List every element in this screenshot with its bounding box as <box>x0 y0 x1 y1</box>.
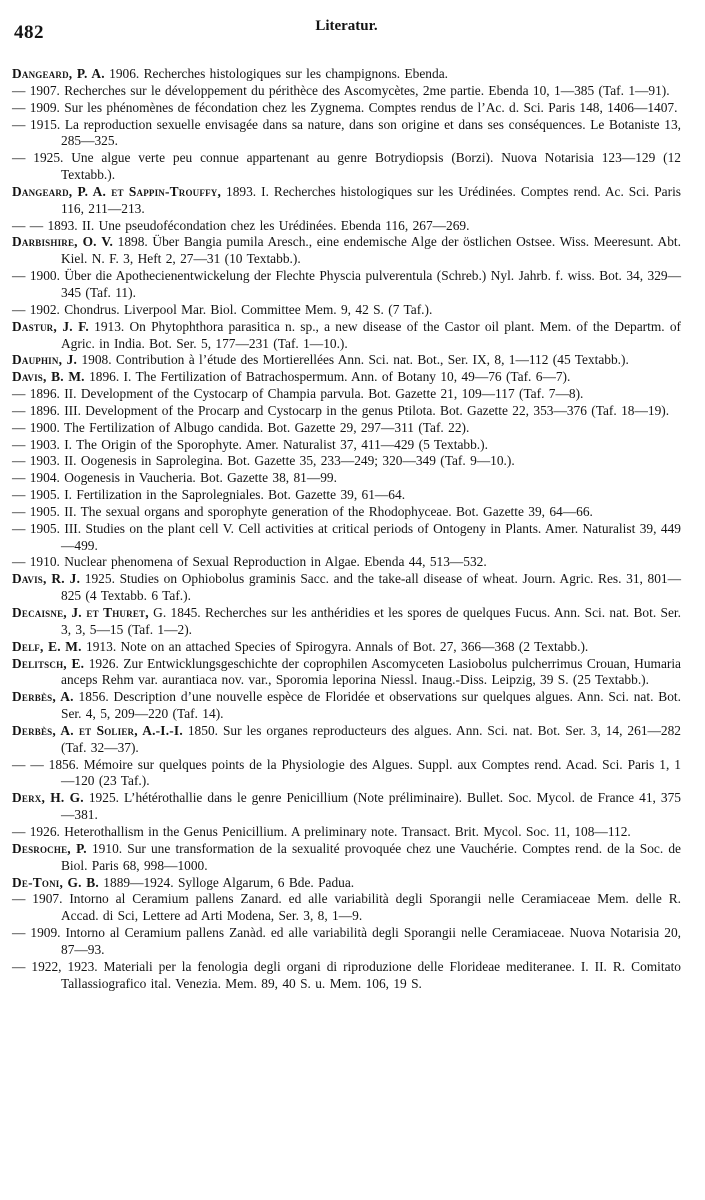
entry-text: — 1907. Intorno al Ceramium pallens Zanard. ed alle variabilità degli Sporangii nelle Ceramiaceae Mem. delle R. Accad. di Sci, Lettere ad Arti Modena, Ser. 3, 8, 1—9. <box>12 891 681 924</box>
bibliography-entry <box>12 386 681 403</box>
entry-author: Desroche, P. <box>12 840 87 856</box>
bibliography-entry <box>12 554 681 571</box>
bibliography-entry <box>12 352 681 369</box>
running-title: Literatur. <box>315 18 378 34</box>
bibliography-entry <box>12 420 681 437</box>
bibliography-entry <box>12 891 681 925</box>
entry-text: 1898. Über Bangia pumila Aresch., eine endemische Alge der östlichen Ostsee. Wiss. Meeresunt. Abt. Kiel. N. F. 3, Heft 2, 27—31 (10 Textabb.). <box>61 234 681 267</box>
bibliography-entry <box>12 302 681 319</box>
bibliography-entry <box>12 66 681 83</box>
bibliography-entry <box>12 723 681 757</box>
entry-text: — 1903. I. The Origin of the Sporophyte. Amer. Naturalist 37, 411—429 (5 Textabb.). <box>12 436 488 452</box>
entry-text: G. 1845. Recherches sur les anthéridies et les spores de quelques Fucus. Ann. Sci. nat. Bot. Ser. 3, 3, 5—15 (Taf. 1—2). <box>61 605 682 637</box>
entry-text: 1910. Sur une transformation de la sexualité provoquée chez une Vauchérie. Comptes rend. de la Soc. de Biol. Paris 68, 998—1000. <box>61 840 681 873</box>
entry-author: Dangeard, P. A. et Sappin-Trouffy, <box>12 183 222 199</box>
bibliography-entry <box>12 521 681 555</box>
entry-text: — 1925. Une algue verte peu connue appartenant au genre Botrydiopsis (Borzi). Nuova Notarisia 123—129 (12 Textabb.). <box>12 150 681 183</box>
bibliography-entry <box>12 218 681 235</box>
entry-text: 1856. Description d’une nouvelle espèce de Floridée et observations sur quelques algues. Ann. Sci. nat. Bot. Ser. 4, 5, 209—220 (Taf. 14). <box>61 689 681 722</box>
entry-text: 1896. I. The Fertilization of Batrachospermum. Ann. of Botany 10, 49—76 (Taf. 6—7). <box>84 369 571 385</box>
entry-text: — — 1893. II. Une pseudofécondation chez les Urédinées. Ebenda 116, 267—269. <box>12 217 470 233</box>
entry-author: Davis, B. M. <box>12 369 85 385</box>
bibliography-entry <box>12 639 681 656</box>
entry-text: — 1910. Nuclear phenomena of Sexual Reproduction in Algae. Ebenda 44, 513—532. <box>12 554 487 570</box>
bibliography-entry <box>12 875 681 892</box>
entry-text: 1913. Note on an attached Species of Spirogyra. Annals of Bot. 27, 366—368 (2 Textabb.). <box>81 638 589 654</box>
page-number: 482 <box>14 22 44 43</box>
bibliography-entry <box>12 757 681 791</box>
bibliography-entry <box>12 959 681 993</box>
entry-text: 1925. Studies on Ophiobolus graminis Sacc. and the take-all disease of wheat. Journ. Agric. Res. 31, 801—825 (4 Textabb. 6 Taf.). <box>61 571 681 604</box>
entry-author: De-Toni, G. B. <box>12 874 99 890</box>
entry-text: — 1902. Chondrus. Liverpool Mar. Biol. Committee Mem. 9, 42 S. (7 Taf.). <box>12 301 433 317</box>
entry-text: 1850. Sur les organes reproducteurs des algues. Ann. Sci. nat. Bot. Ser. 3, 14, 261—282 (Taf. 32—37). <box>61 722 681 755</box>
entry-author: Derx, H. G. <box>12 790 84 806</box>
bibliography-entry <box>12 83 681 100</box>
entry-text: — 1909. Intorno al Ceramium pallens Zanàd. ed alle variabilità degli Sporangii nelle Ceramiaceae. Nuova Notarisia 20, 87—93. <box>12 925 681 957</box>
bibliography-entry <box>12 504 681 521</box>
entry-text: — 1900. The Fertilization of Albugo candida. Bot. Gazette 29, 297—311 (Taf. 22). <box>12 419 470 435</box>
bibliography-entry <box>12 150 681 184</box>
entry-text: 1926. Zur Entwicklungsgeschichte der coprophilen Ascomyceten Lasiobolus pulcherrimus Crouan, Humaria anceps Rehm var. aurantiaca nov. var., Sporomia leporina Niessl. Inaug.-Diss. Leipzig, 39 S. (25 Textabb.). <box>61 655 682 688</box>
entry-text: 1913. On Phytophthora parasitica n. sp., a new disease of the Castor oil plant. Mem. of the Departm. of Agric. in India. Bot. Ser. 5, 177—231 (Taf. 1—10.). <box>61 318 681 351</box>
bibliography-entry <box>12 605 681 639</box>
entry-author: Delf, E. M. <box>12 638 82 654</box>
bibliography-entry <box>12 487 681 504</box>
entry-author: Derbès, A. <box>12 689 74 705</box>
bibliography-entry <box>12 117 681 151</box>
entry-text: 1889—1924. Sylloge Algarum, 6 Bde. Padua. <box>98 874 355 890</box>
entry-author: Decaisne, J. et Thuret, <box>12 605 149 620</box>
bibliography-entry <box>12 319 681 353</box>
entry-text: — 1909. Sur les phénomènes de fécondation chez les Zygnema. Comptes rendus de l’Ac. d. Sci. Paris 148, 1406—1407. <box>12 99 678 115</box>
bibliography-entry <box>12 100 681 117</box>
entry-text: — 1915. La reproduction sexuelle envisagée dans sa nature, dans son origine et dans ses conséquences. Le Botaniste 13, 285—325. <box>12 116 681 149</box>
entry-author: Derbès, A. et Solier, A.-I.-I. <box>12 722 183 738</box>
entry-text: 1908. Contribution à l’étude des Mortierellées Ann. Sci. nat. Bot., Ser. IX, 8, 1—112 (45 Textabb.). <box>77 352 629 368</box>
bibliography-entry <box>12 453 681 470</box>
entry-text: 1893. I. Recherches histologiques sur les Urédinées. Comptes rend. Ac. Sci. Paris 116, 211—213. <box>61 183 682 216</box>
bibliography-list <box>12 66 681 992</box>
entry-text: — 1905. I. Fertilization in the Saprolegniales. Bot. Gazette 39, 61—64. <box>12 487 406 503</box>
entry-author: Davis, R. J. <box>12 571 81 587</box>
bibliography-entry <box>12 790 681 824</box>
bibliography-entry <box>12 925 681 959</box>
entry-text: 1906. Recherches histologiques sur les champignons. Ebenda. <box>104 66 448 81</box>
bibliography-entry <box>12 656 681 690</box>
bibliography-entry <box>12 689 681 723</box>
bibliography-entry <box>12 268 681 302</box>
entry-text: — 1904. Oogenesis in Vaucheria. Bot. Gazette 38, 81—99. <box>12 470 337 486</box>
bibliography-entry <box>12 369 681 386</box>
bibliography-entry <box>12 571 681 605</box>
entry-text: — 1896. III. Development of the Procarp and Cystocarp in the genus Ptilota. Bot. Gazette 22, 353—376 (Taf. 18—19). <box>12 402 670 418</box>
bibliography-entry <box>12 841 681 875</box>
bibliography-entry <box>12 403 681 420</box>
entry-text: — 1907. Recherches sur le développement du périthèce des Ascomycètes, 2me partie. Ebenda 10, 1—385 (Taf. 1—91). <box>12 82 670 98</box>
entry-text: — 1926. Heterothallism in the Genus Penicillium. A preliminary note. Transact. Brit. Mycol. Soc. 11, 108—112. <box>12 823 631 839</box>
entry-author: Delitsch, E. <box>12 655 85 671</box>
entry-text: — 1922, 1923. Materiali per la fenologia degli organi di riproduzione delle Florideae mediteranee. I. II. R. Comitato Tallassiografico ital. Venezia. Mem. 89, 40 S. u. Mem. 106, 19 S. <box>12 958 681 991</box>
entry-text: — 1896. II. Development of the Cystocarp of Champia parvula. Bot. Gazette 21, 109—117 (Taf. 7—8). <box>12 386 584 402</box>
bibliography-entry <box>12 184 681 218</box>
entry-text: — 1903. II. Oogenesis in Saprolegina. Bot. Gazette 35, 233—249; 320—349 (Taf. 9—10.). <box>12 453 515 469</box>
entry-text: — 1900. Über die Apothecienentwickelung der Flechte Physcia pulverentula (Schreb.) Nyl. Jahrb. f. wiss. Bot. 34, 329—345 (Taf. 11). <box>12 268 681 300</box>
bibliography-entry <box>12 437 681 454</box>
entry-text: 1925. L’hétérothallie dans le genre Penicillium (Note préliminaire). Bullet. Soc. Mycol. de France 41, 375—381. <box>61 790 681 823</box>
entry-author: Darbishire, O. V. <box>12 234 114 250</box>
bibliography-entry <box>12 470 681 487</box>
entry-text: — 1905. II. The sexual organs and sporophyte generation of the Rhodophyceae. Bot. Gazette 39, 64—66. <box>12 503 593 519</box>
bibliography-entry <box>12 824 681 841</box>
entry-author: Dauphin, J. <box>12 352 78 368</box>
running-header <box>12 16 681 42</box>
entry-author: Dangeard, P. A. <box>12 66 105 81</box>
bibliography-entry <box>12 234 681 268</box>
entry-text: — 1905. III. Studies on the plant cell V. Cell activities at critical periods of Ontogeny in Plants. Amer. Naturalist 39, 449—499. <box>12 520 681 553</box>
entry-text: — — 1856. Mémoire sur quelques points de la Physiologie des Algues. Suppl. aux Comptes rend. Acad. Sci. Paris 1, 1—120 (23 Taf.). <box>12 756 681 789</box>
entry-author: Dastur, J. F. <box>12 318 89 334</box>
